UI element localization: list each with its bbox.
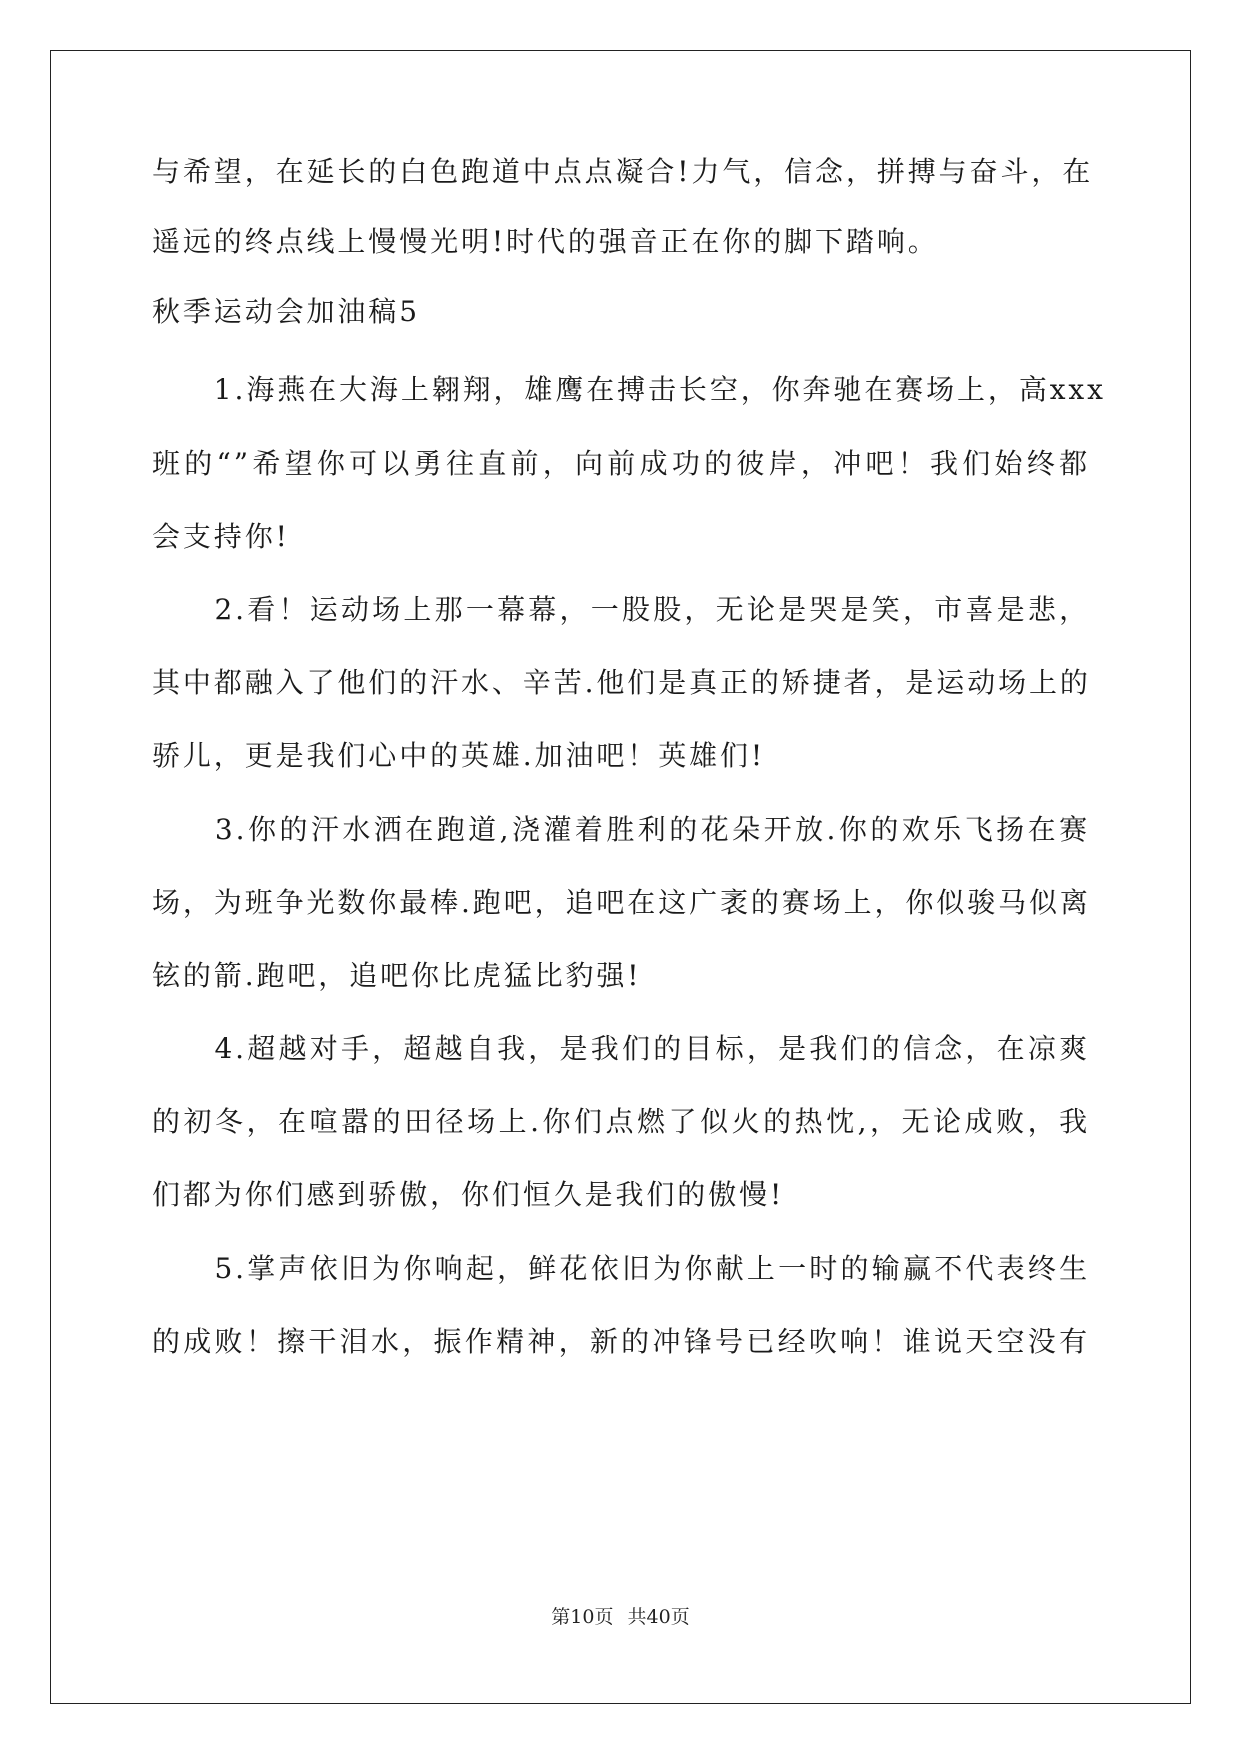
text-line: 2.看！运动场上那一幕幕，一股股，无论是哭是笑，市喜是悲， [152, 593, 1090, 626]
text-line: 的成败！擦干泪水，振作精神，新的冲锋号已经吹响！谁说天空没有 [152, 1325, 1090, 1358]
text-line: 们都为你们感到骄傲，你们恒久是我们的傲慢! [152, 1178, 785, 1211]
section-heading: 秋季运动会加油稿5 [152, 295, 420, 328]
page-footer [0, 1605, 1241, 1629]
page-total: 共40页 [627, 1606, 690, 1628]
text-line: 其中都融入了他们的汗水、辛苦.他们是真正的矫捷者，是运动场上的 [152, 666, 1091, 699]
text-line: 会支持你! [152, 520, 290, 553]
text-line: 4.超越对手，超越自我，是我们的目标，是我们的信念，在凉爽 [152, 1032, 1090, 1065]
text-line: 的初冬，在喧嚣的田径场上.你们点燃了似火的热忱,，无论成败，我 [152, 1105, 1090, 1138]
text-line: 3.你的汗水洒在跑道,浇灌着胜利的花朵开放.你的欢乐飞扬在赛 [152, 813, 1090, 846]
page-number: 第10页 [551, 1606, 614, 1628]
text-line: 铉的箭.跑吧，追吧你比虎猛比豹强! [152, 959, 642, 992]
text-line: 班的“”希望你可以勇往直前，向前成功的彼岸，冲吧！我们始终都 [152, 447, 1090, 480]
text-line: 骄儿，更是我们心中的英雄.加油吧！英雄们! [152, 739, 766, 772]
text-line: 遥远的终点线上慢慢光明!时代的强音正在你的脚下踏响。 [152, 225, 939, 258]
text-line: 5.掌声依旧为你响起，鲜花依旧为你献上一时的输赢不代表终生 [152, 1252, 1090, 1285]
text-line: 场，为班争光数你最棒.跑吧，追吧在这广袤的赛场上，你似骏马似离 [152, 886, 1091, 919]
text-line: 与希望，在延长的白色跑道中点点凝合!力气，信念，拼搏与奋斗，在 [152, 155, 1094, 188]
text-line: 1.海燕在大海上翱翔，雄鹰在搏击长空，你奔驰在赛场上，高xxx [152, 373, 1106, 406]
